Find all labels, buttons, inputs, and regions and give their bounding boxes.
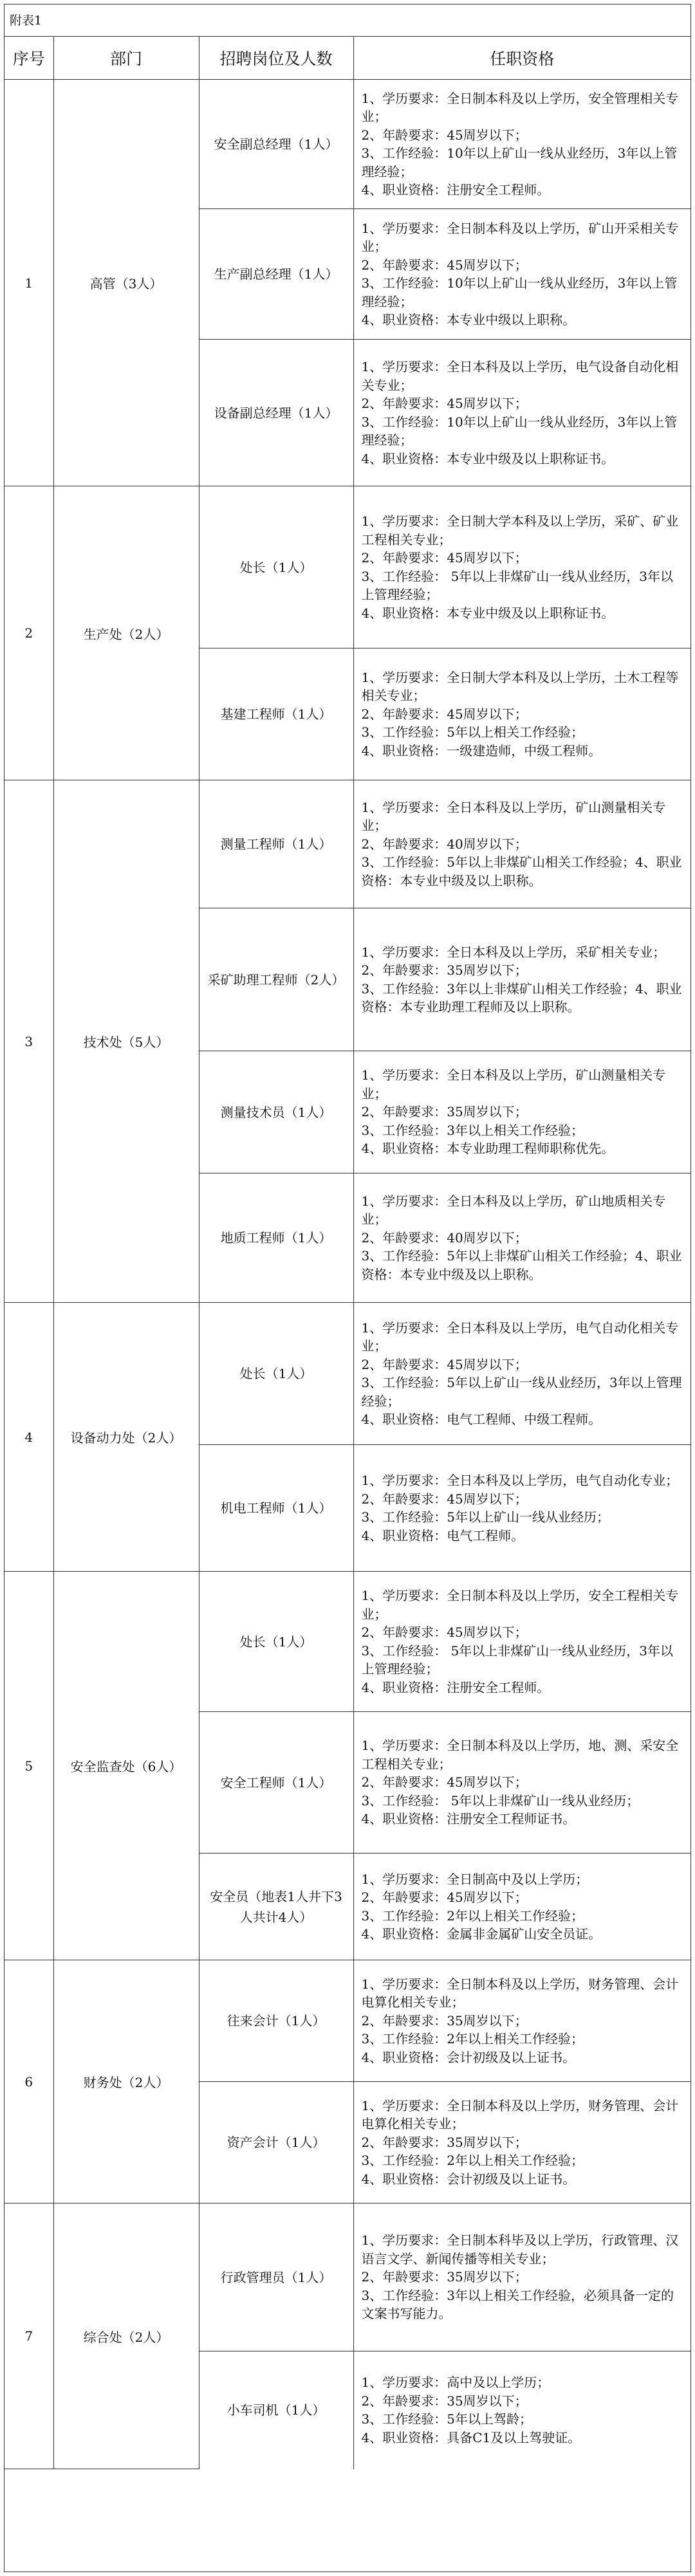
row-index: 6 <box>5 1960 53 2203</box>
qualification-line: 4、职业资格：本专业中级及以上职称证书。 <box>361 605 615 621</box>
qualification-line: 3、工作经验：10年以上矿山一线从业经历，3年以上管理经验； <box>361 145 678 179</box>
qualification-line: 1、学历要求：全日制本科及以上学历，财务管理、会计电算化相关专业； <box>361 1976 679 2010</box>
qualification-line: 1、学历要求：全日制本科及以上学历，安全管理相关专业； <box>361 90 679 124</box>
position-title: 测量技术员（1人） <box>199 1051 353 1173</box>
position-title: 设备副总经理（1人） <box>199 340 353 486</box>
qualification-line: 3、工作经验： 5年以上非煤矿山一线从业经历； <box>361 1792 640 1808</box>
department-name: 生产处（2人） <box>53 486 199 780</box>
qualification-line: 2、年龄要求：45周岁以下； <box>361 706 528 722</box>
qualification-cell <box>353 1854 690 1960</box>
qualification-line: 1、学历要求：高中及以上学历； <box>361 2375 550 2391</box>
qualification-cell <box>353 780 690 908</box>
qualification-line: 4、职业资格：注册安全工程师。 <box>361 1679 550 1695</box>
qualification-line: 1、学历要求：全日本科及以上学历，矿山地质相关专业； <box>361 1193 666 1228</box>
position-title: 安全工程师（1人） <box>199 1712 353 1854</box>
qualification-cell <box>353 1051 690 1173</box>
qualification-cell <box>353 1303 690 1445</box>
table-body <box>5 80 690 2469</box>
qualification-line: 1、学历要求：全日制本科及以上学历，矿山开采相关专业； <box>361 220 679 254</box>
table-row <box>5 1572 690 1712</box>
qualification-line: 4、职业资格：电气工程师。 <box>361 1527 524 1543</box>
qualification-line: 3、工作经验：10年以上矿山一线从业经历，3年以上管理经验； <box>361 275 678 309</box>
table-header-row <box>5 37 690 80</box>
qualification-line: 4、职业资格：具备C1及以上驾驶证。 <box>361 2429 581 2445</box>
qualification-line: 2、年龄要求：40周岁以下； <box>361 836 528 852</box>
qualification-cell <box>353 1960 690 2082</box>
header-qualifications: 任职资格 <box>353 37 690 80</box>
qualification-cell <box>353 80 690 209</box>
table-row <box>5 1303 690 1445</box>
position-title: 生产副总经理（1人） <box>199 209 353 340</box>
department-name: 财务处（2人） <box>53 1960 199 2203</box>
header-index: 序号 <box>5 37 53 80</box>
position-title: 机电工程师（1人） <box>199 1445 353 1572</box>
table-row <box>5 1960 690 2082</box>
qualification-cell <box>353 209 690 340</box>
qualification-line: 4、职业资格：本专业中级以上职称。 <box>361 312 576 327</box>
table-caption: 附表1 <box>5 5 690 37</box>
department-name: 技术处（5人） <box>53 780 199 1303</box>
position-title: 行政管理员（1人） <box>199 2203 353 2351</box>
qualification-line: 1、学历要求：全日本科及以上学历，电气设备自动化相关专业； <box>361 359 679 393</box>
qualification-line: 1、学历要求：全日本科及以上学历，采矿相关专业； <box>361 944 666 960</box>
qualification-line: 3、工作经验： 5年以上非煤矿山一线从业经历，3年以上管理经验； <box>361 1642 674 1677</box>
qualification-line: 3、工作经验：5年以上非煤矿山相关工作经验；4、职业资格：本专业中级及以上职称。 <box>361 854 682 888</box>
qualification-line: 4、职业资格：电气工程师、中级工程师。 <box>361 1412 602 1427</box>
qualification-line: 3、工作经验：5年以上驾龄； <box>361 2411 532 2427</box>
qualification-line: 1、学历要求：全日制本科及以上学历，安全工程相关专业； <box>361 1588 679 1622</box>
qualification-line: 2、年龄要求：45周岁以下； <box>361 257 528 273</box>
row-index: 3 <box>5 780 53 1303</box>
qualification-line: 3、工作经验：2年以上相关工作经验； <box>361 1908 584 1924</box>
qualification-line: 2、年龄要求：40周岁以下； <box>361 1229 528 1246</box>
qualification-line: 4、职业资格：一级建造师，中级工程师。 <box>361 742 602 759</box>
qualification-line: 2、年龄要求：35周岁以下； <box>361 1104 528 1120</box>
qualification-line: 3、工作经验：2年以上相关工作经验； <box>361 2031 584 2047</box>
position-title: 处长（1人） <box>199 486 353 649</box>
qualification-line: 1、学历要求：全日制大学本科及以上学历，采矿、矿业工程相关专业； <box>361 513 679 547</box>
qualification-line: 2、年龄要求：45周岁以下； <box>361 396 528 411</box>
qualification-cell <box>353 1173 690 1303</box>
qualification-line: 3、工作经验：10年以上矿山一线从业经历，3年以上管理经验； <box>361 414 678 448</box>
qualification-line: 3、工作经验：3年以上相关工作经验； <box>361 1122 584 1138</box>
qualification-line: 4、职业资格：金属非金属矿山安全员证。 <box>361 1926 602 1942</box>
row-index: 2 <box>5 486 53 780</box>
qualification-cell <box>353 2082 690 2203</box>
row-index: 4 <box>5 1303 53 1572</box>
qualification-cell <box>353 908 690 1051</box>
qualification-line: 1、学历要求：全日本科及以上学历，矿山测量相关专业； <box>361 1067 666 1101</box>
qualification-line: 2、年龄要求：45周岁以下； <box>361 1356 528 1372</box>
qualification-line: 2、年龄要求：35周岁以下； <box>361 2134 528 2150</box>
qualification-line: 2、年龄要求：45周岁以下； <box>361 550 528 566</box>
qualification-line: 2、年龄要求：45周岁以下； <box>361 1890 528 1905</box>
qualification-line: 3、工作经验：5年以上矿山一线从业经历； <box>361 1509 609 1525</box>
qualification-cell <box>353 1712 690 1854</box>
qualification-line: 4、职业资格：注册安全工程师。 <box>361 182 550 198</box>
qualification-line: 1、学历要求：全日本科及以上学历，电气自动化相关专业； <box>361 1320 679 1354</box>
department-name: 高管（3人） <box>53 80 199 486</box>
qualification-line: 2、年龄要求：35周岁以下； <box>361 2393 528 2409</box>
qualification-line: 2、年龄要求：45周岁以下； <box>361 1624 528 1640</box>
qualification-cell <box>353 486 690 649</box>
qualification-line: 3、工作经验：3年以上相关工作经验，必须具备一定的文案书写能力。 <box>361 2287 674 2322</box>
qualification-cell <box>353 2351 690 2469</box>
position-title: 小车司机（1人） <box>199 2351 353 2469</box>
qualification-line: 2、年龄要求：35周岁以下； <box>361 962 528 978</box>
qualification-line: 4、职业资格：会计初级及以上证书。 <box>361 2171 576 2187</box>
position-title: 安全副总经理（1人） <box>199 80 353 209</box>
row-index: 7 <box>5 2203 53 2469</box>
qualification-line: 4、职业资格：会计初级及以上证书。 <box>361 2049 576 2065</box>
position-title: 基建工程师（1人） <box>199 649 353 780</box>
qualification-line: 1、学历要求：全日制本科及以上学历，财务管理、会计电算化相关专业； <box>361 2097 679 2132</box>
recruitment-table <box>5 37 690 2469</box>
qualification-line: 1、学历要求：全日制大学本科及以上学历，土木工程等相关专业； <box>361 669 679 704</box>
qualification-line: 4、职业资格：本专业中级及以上职称证书。 <box>361 450 615 466</box>
qualification-cell <box>353 340 690 486</box>
position-title: 地质工程师（1人） <box>199 1173 353 1303</box>
header-position: 招聘岗位及人数 <box>199 37 353 80</box>
qualification-line: 2、年龄要求：35周岁以下； <box>361 2269 528 2285</box>
row-index: 1 <box>5 80 53 486</box>
qualification-line: 1、学历要求：全日制本科毕及以上学历，行政管理、汉语言文学、新闻传播等相关专业； <box>361 2232 679 2267</box>
qualification-cell <box>353 649 690 780</box>
position-title: 采矿助理工程师（2人） <box>199 908 353 1051</box>
department-name: 综合处（2人） <box>53 2203 199 2469</box>
qualification-line: 2、年龄要求：45周岁以下； <box>361 1491 528 1507</box>
position-title: 处长（1人） <box>199 1572 353 1712</box>
position-title: 安全员（地表1人井下3人共计4人） <box>199 1854 353 1960</box>
qualification-cell <box>353 2203 690 2351</box>
qualification-line: 2、年龄要求：45周岁以下； <box>361 127 528 143</box>
qualification-line: 1、学历要求：全日本科及以上学历，矿山测量相关专业； <box>361 799 666 834</box>
qualification-line: 2、年龄要求：45周岁以下； <box>361 1774 528 1790</box>
qualification-line: 4、职业资格：本专业助理工程师职称优先。 <box>361 1141 615 1157</box>
qualification-line: 3、工作经验：5年以上相关工作经验； <box>361 724 584 741</box>
qualification-line: 1、学历要求：全日制高中及以上学历； <box>361 1871 589 1887</box>
table-row <box>5 2203 690 2351</box>
position-title: 测量工程师（1人） <box>199 780 353 908</box>
header-department: 部门 <box>53 37 199 80</box>
position-title: 处长（1人） <box>199 1303 353 1445</box>
row-index: 5 <box>5 1572 53 1960</box>
qualification-cell <box>353 1445 690 1572</box>
qualification-line: 3、工作经验： 5年以上非煤矿山一线从业经历，3年以上管理经验； <box>361 568 674 602</box>
qualification-line: 3、工作经验：5年以上矿山一线从业经历，3年以上管理经验； <box>361 1375 682 1409</box>
document-page <box>4 4 691 2572</box>
qualification-line: 1、学历要求：全日制本科及以上学历，地、测、采安全工程相关专业； <box>361 1738 679 1772</box>
qualification-cell <box>353 1572 690 1712</box>
department-name: 安全监查处（6人） <box>53 1572 199 1960</box>
qualification-line: 3、工作经验：2年以上相关工作经验； <box>361 2153 584 2169</box>
qualification-line: 3、工作经验：3年以上非煤矿山相关工作经验；4、职业资格：本专业助理工程师及以上职称。 <box>361 980 682 1015</box>
qualification-line: 1、学历要求：全日本科及以上学历，电气自动化专业； <box>361 1473 679 1488</box>
qualification-line: 4、职业资格：注册安全工程师证书。 <box>361 1811 576 1827</box>
table-row <box>5 486 690 649</box>
qualification-line: 2、年龄要求：35周岁以下； <box>361 2012 528 2029</box>
qualification-line: 3、工作经验：5年以上非煤矿山相关工作经验；4、职业资格：本专业中级及以上职称。 <box>361 1248 682 1282</box>
table-row <box>5 780 690 908</box>
position-title: 往来会计（1人） <box>199 1960 353 2082</box>
table-row <box>5 80 690 209</box>
department-name: 设备动力处（2人） <box>53 1303 199 1572</box>
position-title: 资产会计（1人） <box>199 2082 353 2203</box>
